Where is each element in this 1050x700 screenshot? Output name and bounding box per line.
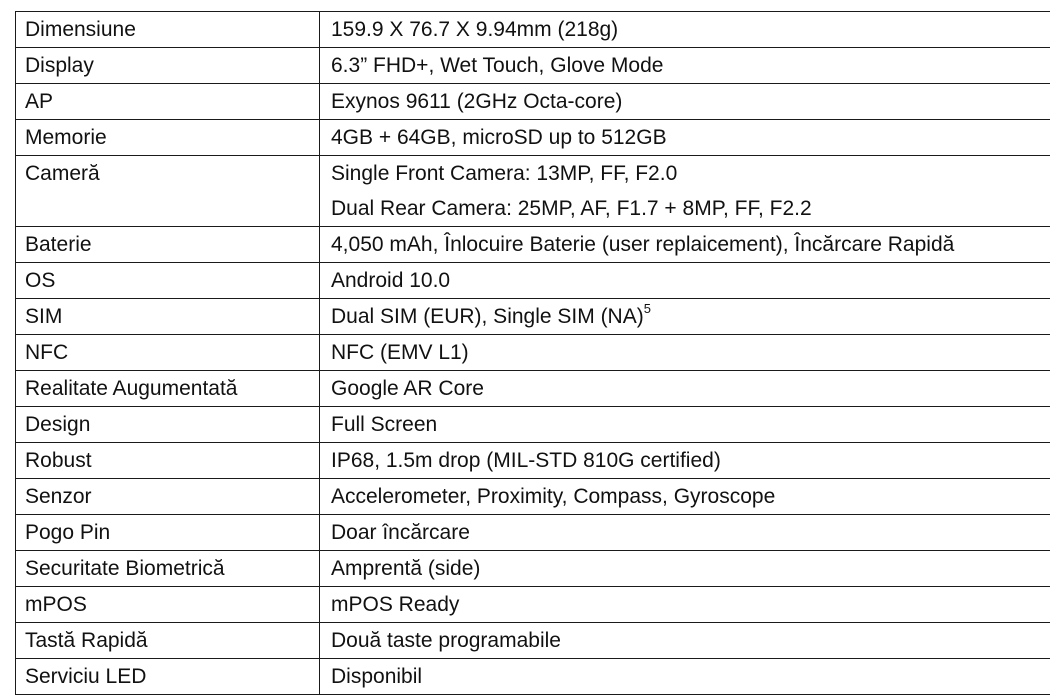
spec-value xyxy=(320,623,1050,659)
spec-value-line xyxy=(331,84,1050,119)
spec-value xyxy=(320,407,1050,443)
spec-label: mPOS xyxy=(16,587,320,623)
spec-value-text: NFC (EMV L1) xyxy=(331,341,469,364)
table-row xyxy=(16,551,1050,587)
spec-label: Memorie xyxy=(16,120,320,156)
spec-value-text: Exynos 9611 (2GHz Octa-core) xyxy=(331,90,623,113)
spec-value-text: Android 10.0 xyxy=(331,269,451,292)
table-row xyxy=(16,407,1050,443)
table-row xyxy=(16,515,1050,551)
spec-value-line xyxy=(331,479,1050,514)
spec-value-line xyxy=(331,191,1050,226)
spec-table xyxy=(15,11,1050,695)
spec-value-text: 159.9 X 76.7 X 9.94mm (218g) xyxy=(331,18,619,41)
spec-value xyxy=(320,551,1050,587)
spec-value xyxy=(320,443,1050,479)
spec-value xyxy=(320,659,1050,695)
spec-value-text: Disponibil xyxy=(331,665,423,688)
spec-label: Pogo Pin xyxy=(16,515,320,551)
spec-label: Display xyxy=(16,48,320,84)
spec-value-line xyxy=(331,263,1050,298)
spec-value-text: mPOS Ready xyxy=(331,593,460,616)
spec-label: AP xyxy=(16,84,320,120)
spec-value-line xyxy=(331,156,1050,191)
spec-value xyxy=(320,84,1050,120)
spec-label: Baterie xyxy=(16,227,320,263)
spec-value xyxy=(320,48,1050,84)
spec-value xyxy=(320,227,1050,263)
spec-label: NFC xyxy=(16,335,320,371)
spec-value-line xyxy=(331,120,1050,155)
spec-label: OS xyxy=(16,263,320,299)
table-row xyxy=(16,587,1050,623)
spec-value-text: Amprentă (side) xyxy=(331,557,481,580)
spec-value-line xyxy=(331,515,1050,550)
spec-value-line xyxy=(331,443,1050,478)
spec-label: Realitate Augumentată xyxy=(16,371,320,407)
spec-value xyxy=(320,335,1050,371)
spec-value-text: Două taste programabile xyxy=(331,629,561,652)
table-row xyxy=(16,263,1050,299)
spec-value-line xyxy=(331,227,1050,262)
spec-value xyxy=(320,120,1050,156)
spec-value-text: Dual SIM (EUR), Single SIM (NA) xyxy=(331,305,644,328)
spec-value-text: Full Screen xyxy=(331,413,438,436)
spec-table-body xyxy=(16,12,1050,695)
spec-value-line xyxy=(331,12,1050,47)
spec-value-line xyxy=(331,299,1050,334)
table-row xyxy=(16,299,1050,335)
spec-value-line xyxy=(331,623,1050,658)
table-row xyxy=(16,84,1050,120)
spec-value xyxy=(320,479,1050,515)
spec-value-line xyxy=(331,551,1050,586)
spec-value-text: Accelerometer, Proximity, Compass, Gyroscope xyxy=(331,485,776,508)
spec-value-text: IP68, 1.5m drop (MIL-STD 810G certified) xyxy=(331,449,721,472)
spec-value-text: Dual Rear Camera: 25MP, AF, F1.7 + 8MP, FF, F2.2 xyxy=(331,197,812,220)
spec-label: Securitate Biometrică xyxy=(16,551,320,587)
spec-label: Serviciu LED xyxy=(16,659,320,695)
table-row xyxy=(16,659,1050,695)
spec-value xyxy=(320,156,1050,227)
spec-value-line xyxy=(331,659,1050,694)
table-row xyxy=(16,623,1050,659)
spec-label: Dimensiune xyxy=(16,12,320,48)
table-row xyxy=(16,120,1050,156)
spec-value-line xyxy=(331,407,1050,442)
spec-label: Tastă Rapidă xyxy=(16,623,320,659)
spec-value-line xyxy=(331,48,1050,83)
spec-label: Design xyxy=(16,407,320,443)
spec-value-text: 4,050 mAh, Înlocuire Baterie (user replaicement), Încărcare Rapidă xyxy=(331,233,955,256)
table-row xyxy=(16,227,1050,263)
spec-value-text: Google AR Core xyxy=(331,377,484,400)
table-row xyxy=(16,12,1050,48)
spec-value xyxy=(320,12,1050,48)
table-row xyxy=(16,156,1050,227)
spec-value-text: 4GB + 64GB, microSD up to 512GB xyxy=(331,126,667,149)
footnote-marker: 5 xyxy=(643,301,651,316)
spec-value xyxy=(320,515,1050,551)
spec-value xyxy=(320,263,1050,299)
spec-label: Robust xyxy=(16,443,320,479)
spec-label: Senzor xyxy=(16,479,320,515)
spec-value-text: 6.3” FHD+, Wet Touch, Glove Mode xyxy=(331,54,664,77)
spec-value xyxy=(320,587,1050,623)
table-row xyxy=(16,48,1050,84)
spec-value-text: Doar încărcare xyxy=(331,521,470,544)
table-row xyxy=(16,443,1050,479)
spec-value-line xyxy=(331,371,1050,406)
spec-value xyxy=(320,371,1050,407)
spec-value-line xyxy=(331,335,1050,370)
table-row xyxy=(16,479,1050,515)
spec-label: SIM xyxy=(16,299,320,335)
spec-label: Cameră xyxy=(16,156,320,227)
table-row xyxy=(16,335,1050,371)
spec-value xyxy=(320,299,1050,335)
table-row xyxy=(16,371,1050,407)
spec-value-line xyxy=(331,587,1050,622)
spec-value-text: Single Front Camera: 13MP, FF, F2.0 xyxy=(331,162,678,185)
